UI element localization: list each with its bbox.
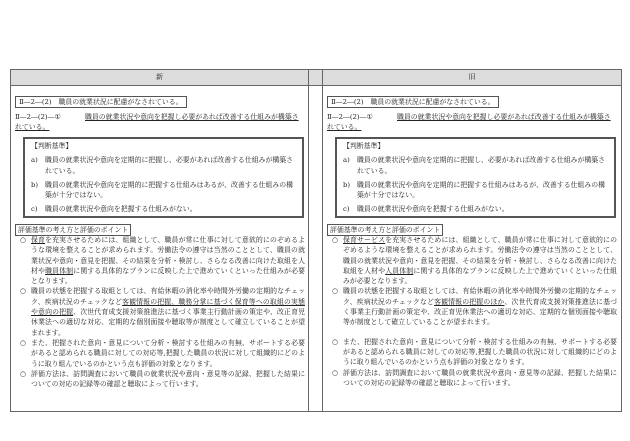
header-old: 旧 [323,70,621,86]
list-item [15,235,305,286]
criteria-text: 職員の就業状況や意向を把握する仕組みがない。 [45,205,197,214]
text-segment: 評価方法は、訪問調査において職員の就業状況や意向・意見等の記録、把握した結果についての対応の記録等の確認と聴取によって行います。 [31,369,305,389]
list-item [327,368,617,389]
criteria-label: c) [343,205,350,214]
item-title [327,112,617,133]
item-text: 職員の就業状況や意向を把握し必要があれば改善する仕組みが構築されている。 [327,113,611,132]
text-segment: を充実させるためには、組織として、職員が常に仕事に対して意欲的にのぞめるような環境を整えることが求められます。労働法令の遵守は当然のこととして、職員の就業状況や意向・意見を把握、その結果を分析・検討し、さらなる改善に向けた取組を人材や [31,236,306,275]
list-item-text [343,286,617,327]
text-segment: 職員体制 [45,266,74,275]
list-item [327,337,617,368]
criteria-item [31,155,296,176]
evaluation-label: 評価基準の考え方と評価のポイント [15,224,131,236]
comparison-table [10,69,622,412]
text-segment: 職員の状態を把握する取組としては、有給休暇の消化率や時間外労働の定期的なチェック、疾病状況のチェックなど [31,287,305,306]
judgment-criteria-box [335,137,616,218]
criteria-label: b) [31,180,39,189]
criteria-label: a) [343,156,350,165]
text-segment: を充実させるためには、組織として、職員が常に仕事に対して意欲的にのぞめるような環境を整えることが求められます。労働法令の遵守は当然のこととして、職員の就業状況や意向・意見を把握、その結果を分析・検討し、さらなる改善に向けた取組を人材や [343,236,618,275]
criteria-text: 職員の就業状況や意向を把握する仕組みがない。 [357,205,509,214]
text-segment: 評価方法は、訪問調査において職員の就業状況や意向・意見等の記録、把握した結果についての対応の記録等の確認と聴取によって行います。 [343,368,617,387]
evaluation-points [15,235,305,389]
list-item-text [343,235,617,286]
text-segment: 客観情報の把握、職務分掌に基づく保育等への取組の実態や意向の把握 [31,297,305,317]
list-item-text [31,286,305,337]
list-item [327,235,617,286]
list-item-text [31,235,305,286]
list-item [15,338,305,369]
bullet-icon: ○ [331,287,338,296]
section-title: Ⅱ―2―(2) 職員の就業状況に配慮がなされている。 [15,96,187,108]
list-item-text [31,369,305,390]
list-item-text [343,368,617,389]
bullet-icon: ○ [19,369,26,378]
text-segment: 、次世代育成支援対策推進法に基づく事業主行動計画の策定や、改正育児休業法への適切な対応、定期的な個別面接や聴取等が制度として確立していることが望まれます。 [343,297,617,327]
text-segment: 職員の状態を把握する取組としては、有給休暇の消化率や時間外労働の定期的なチェック、疾病状況のチェックなど [343,287,617,306]
criteria-text: 職員の就業状況や意向を定期的に把握し、必要があれば改善する仕組みが構築されている。 [45,156,294,175]
item-text: 職員の就業状況や意向を把握し必要があれば改善する仕組みが構築されている。 [15,113,299,132]
item-number: Ⅱ―2―(2)―① [15,113,61,121]
list-item [15,286,305,337]
bullet-icon: ○ [331,236,338,244]
list-item [15,369,305,390]
criteria-label: c) [31,205,38,214]
criteria-text: 職員の就業状況や意向を定期的に把握し、必要があれば改善する仕組みが構築されている。 [357,156,606,175]
judgment-title: 【判断基準】 [343,142,385,150]
text-segment: に関する具体的なプランに反映した上で進めていくといった仕組みが必要となります。 [343,266,618,286]
text-segment: に関する具体的なプランに反映した上で進めていくといった仕組みが必要となります。 [31,266,306,286]
judgment-criteria-box [23,137,304,218]
judgment-title: 【判断基準】 [31,142,73,150]
bullet-icon: ○ [331,368,338,377]
text-segment: 人員体制 [385,266,414,275]
criteria-item [31,204,296,214]
list-item-text [343,337,617,368]
text-segment: 客観情報の把握のほか [434,297,505,306]
text-segment: また、把握された意向・意見について分析・検討する仕組みの有無、サポートする必要があると認められる職員に対しての対応等,把握した職員の状況に対して組織的にどのように取り組んでいるのかという点も評価の対象となります。 [31,338,305,368]
header-gap [309,70,322,86]
bullet-icon: ○ [19,287,26,296]
bullet-icon: ○ [19,236,26,244]
text-segment: 保育 [31,236,46,244]
list-item [327,286,617,327]
item-number: Ⅱ―2―(2)―① [327,113,373,121]
bullet-icon: ○ [19,338,26,347]
criteria-label: b) [343,180,351,189]
text-segment: また、把握された意向・意見について分析・検討する仕組みの有無、サポートする必要があると認められる職員に対しての対応等,把握した職員の状況に対して組織的にどのように取り組んでいるのかという点も評価の対象となります。 [343,337,617,367]
criteria-item [343,155,608,176]
divider [322,70,323,411]
criteria-text: 職員の就業状況や意向を定期的に把握する仕組みはあるが、改善する仕組みの構築が十分ではない。 [45,180,294,200]
evaluation-points [327,235,617,388]
criteria-item [31,180,296,201]
text-segment: 保育サービス [343,236,386,244]
text-segment: 、次世代育成支援対策推進法に基づく事業主行動計画の策定や、改正育児休業法への適切な対応、定期的な個別面接や聴取等が制度として確立していることが望まれます。 [31,308,306,337]
criteria-label: a) [31,156,38,165]
criteria-item [343,180,608,201]
criteria-text: 職員の就業状況や意向を定期的に把握する仕組みはあるが、改善する仕組みの構築が十分ではない。 [357,180,606,200]
evaluation-label: 評価基準の考え方と評価のポイント [327,224,443,236]
list-item-text [31,338,305,369]
item-title [15,112,305,133]
divider [308,70,309,411]
bullet-icon: ○ [331,337,338,346]
section-title: Ⅱ―2―(2) 職員の就業状況に配慮がなされている。 [327,96,499,108]
header-new: 新 [11,70,308,86]
criteria-item [343,204,608,214]
